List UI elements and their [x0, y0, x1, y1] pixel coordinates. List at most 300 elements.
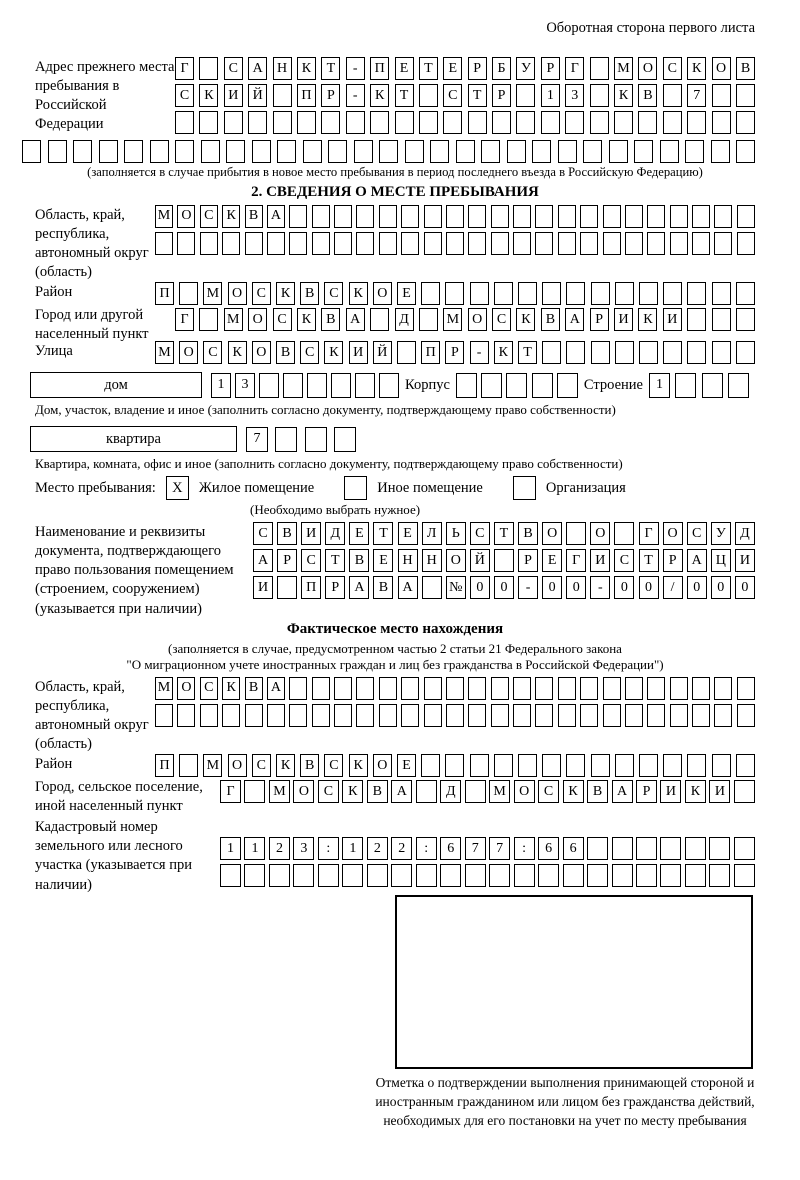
char-cell: В — [300, 282, 319, 305]
char-cell — [590, 57, 609, 80]
char-cell — [612, 837, 633, 860]
char-cell: О — [712, 57, 731, 80]
apartment-note: Квартира, комната, офис и иное (заполнить согласно документу, подтверждающему право собственности) — [35, 456, 623, 471]
char-cell: 1 — [211, 373, 231, 398]
char-cell — [692, 232, 710, 255]
char-cell: : — [318, 837, 339, 860]
char-cell: К — [349, 754, 368, 777]
street-row — [155, 341, 755, 364]
char-cell: Т — [518, 341, 537, 364]
char-cell — [535, 704, 553, 727]
char-cell — [687, 341, 706, 364]
char-cell: Е — [542, 549, 562, 572]
char-cell — [312, 232, 330, 255]
char-cell — [334, 427, 356, 452]
char-cell — [391, 864, 412, 887]
char-cell — [312, 704, 330, 727]
char-cell: М — [155, 205, 173, 228]
char-cell: Р — [325, 576, 345, 599]
cadastral-row-1 — [220, 837, 755, 860]
char-cell — [334, 704, 352, 727]
char-cell: : — [514, 837, 535, 860]
char-cell: К — [685, 780, 706, 803]
section2-title: 2. СВЕДЕНИЯ О МЕСТЕ ПРЕБЫВАНИЯ — [251, 183, 539, 200]
region-field — [35, 205, 755, 283]
char-cell — [590, 84, 609, 107]
char-cell: И — [709, 780, 730, 803]
char-cell — [711, 140, 730, 163]
char-cell — [397, 341, 416, 364]
char-cell — [535, 205, 553, 228]
char-cell: О — [468, 308, 487, 331]
char-cell — [566, 754, 585, 777]
char-cell — [535, 677, 553, 700]
char-cell — [670, 205, 688, 228]
char-cell — [267, 232, 285, 255]
char-cell: 2 — [367, 837, 388, 860]
char-cell: Й — [248, 84, 267, 107]
char-cell: 1 — [244, 837, 265, 860]
apartment-row — [30, 426, 755, 452]
char-cell: А — [565, 308, 584, 331]
char-cell — [660, 837, 681, 860]
char-cell: В — [349, 549, 369, 572]
char-cell — [303, 140, 322, 163]
char-cell: Е — [395, 57, 414, 80]
char-cell — [558, 677, 576, 700]
char-cell — [638, 111, 657, 134]
street-field — [35, 341, 755, 364]
char-cell — [714, 232, 732, 255]
char-cell — [224, 111, 243, 134]
char-cell: С — [324, 754, 343, 777]
char-cell — [591, 282, 610, 305]
char-cell — [401, 232, 419, 255]
char-cell: С — [663, 57, 682, 80]
char-cell: В — [245, 205, 263, 228]
char-cell: О — [446, 549, 466, 572]
char-cell — [356, 205, 374, 228]
char-cell — [587, 864, 608, 887]
char-cell: К — [199, 84, 218, 107]
document-row-3 — [253, 576, 755, 599]
char-cell — [199, 111, 218, 134]
char-cell — [590, 111, 609, 134]
char-cell — [494, 754, 513, 777]
char-cell: О — [638, 57, 657, 80]
char-cell: Р — [321, 84, 340, 107]
cadastral-field — [35, 817, 755, 895]
char-cell: Р — [445, 341, 464, 364]
char-cell: В — [587, 780, 608, 803]
char-cell: О — [248, 308, 267, 331]
char-cell — [712, 308, 731, 331]
char-cell: 1 — [220, 837, 241, 860]
char-cell — [636, 864, 657, 887]
char-cell — [267, 704, 285, 727]
char-cell — [541, 111, 560, 134]
char-cell: Г — [220, 780, 241, 803]
char-cell: 0 — [542, 576, 562, 599]
char-cell: С — [273, 308, 292, 331]
char-cell — [663, 282, 682, 305]
char-cell — [489, 864, 510, 887]
actual-city-row — [220, 780, 755, 803]
char-cell: В — [321, 308, 340, 331]
actual-region-row-2 — [155, 704, 755, 727]
actual-region-field — [35, 677, 755, 755]
char-cell: 6 — [563, 837, 584, 860]
char-cell: О — [179, 341, 198, 364]
char-cell: С — [318, 780, 339, 803]
char-cell — [714, 677, 732, 700]
char-cell — [728, 373, 749, 398]
char-cell — [416, 780, 437, 803]
char-cell: К — [276, 754, 295, 777]
prev-address-row-1 — [175, 57, 755, 80]
char-cell — [675, 373, 696, 398]
char-cell — [401, 677, 419, 700]
char-cell: 0 — [711, 576, 731, 599]
char-cell: М — [443, 308, 462, 331]
char-cell: В — [277, 522, 297, 545]
char-cell: И — [590, 549, 610, 572]
char-cell — [737, 704, 755, 727]
char-cell: И — [349, 341, 368, 364]
char-cell — [199, 308, 218, 331]
char-cell — [220, 864, 241, 887]
char-cell: С — [200, 677, 218, 700]
prev-address-note: (заполняется в случае прибытия в новое место пребывания в период последнего въезда в Российскую Федерацию) — [87, 164, 703, 179]
stroenie-cells — [649, 373, 749, 398]
document-label: Наименование и реквизиты документа, подтверждающего право пользования помещением (строением, сооружением) (указывается при наличии) — [35, 524, 234, 617]
actual-city-field — [35, 777, 755, 815]
char-cell — [334, 232, 352, 255]
char-cell: С — [324, 282, 343, 305]
char-cell — [634, 140, 653, 163]
char-cell: П — [155, 282, 174, 305]
district-field — [35, 282, 755, 305]
char-cell — [625, 232, 643, 255]
char-cell — [615, 282, 634, 305]
char-cell — [244, 864, 265, 887]
char-cell — [538, 864, 559, 887]
char-cell: И — [253, 576, 273, 599]
char-cell — [424, 205, 442, 228]
char-cell — [468, 704, 486, 727]
char-cell — [639, 282, 658, 305]
char-cell — [346, 111, 365, 134]
char-cell: О — [252, 341, 271, 364]
cadastral-label: Кадастровый номер земельного или лесного участка (указывается при наличии) — [35, 819, 192, 893]
char-cell — [481, 373, 502, 398]
char-cell — [625, 677, 643, 700]
char-cell — [201, 140, 220, 163]
document-row-1 — [253, 522, 755, 545]
char-cell — [481, 140, 500, 163]
char-cell — [289, 205, 307, 228]
char-cell — [660, 140, 679, 163]
house-row — [30, 372, 755, 398]
char-cell — [468, 232, 486, 255]
char-cell — [532, 373, 553, 398]
char-cell: 0 — [639, 576, 659, 599]
char-cell — [685, 140, 704, 163]
char-cell — [491, 677, 509, 700]
char-cell — [670, 677, 688, 700]
char-cell — [663, 754, 682, 777]
char-cell — [566, 282, 585, 305]
char-cell — [647, 704, 665, 727]
char-cell — [714, 205, 732, 228]
char-cell: И — [663, 308, 682, 331]
char-cell: Д — [395, 308, 414, 331]
char-cell: И — [224, 84, 243, 107]
char-cell: 3 — [235, 373, 255, 398]
char-cell — [580, 232, 598, 255]
char-cell: В — [373, 576, 393, 599]
char-cell: И — [660, 780, 681, 803]
char-cell — [275, 427, 297, 452]
stay-type-option-residential: Жилое помещение — [198, 479, 315, 496]
char-cell — [277, 576, 297, 599]
char-cell — [734, 864, 755, 887]
char-cell — [603, 677, 621, 700]
char-cell: С — [301, 549, 321, 572]
char-cell — [603, 205, 621, 228]
char-cell — [506, 373, 527, 398]
char-cell: К — [228, 341, 247, 364]
char-cell — [558, 704, 576, 727]
char-cell: К — [516, 308, 535, 331]
char-cell: В — [736, 57, 755, 80]
char-cell: Т — [373, 522, 393, 545]
char-cell: П — [155, 754, 174, 777]
char-cell — [245, 232, 263, 255]
char-cell — [370, 308, 389, 331]
actual-district-field — [35, 754, 755, 777]
char-cell — [370, 111, 389, 134]
char-cell — [491, 232, 509, 255]
char-cell: 2 — [391, 837, 412, 860]
char-cell — [491, 704, 509, 727]
char-cell — [334, 205, 352, 228]
char-cell — [685, 837, 706, 860]
char-cell: Г — [175, 308, 194, 331]
char-cell — [625, 704, 643, 727]
house-number-cells — [211, 373, 399, 398]
char-cell: 3 — [565, 84, 584, 107]
char-cell: 0 — [566, 576, 586, 599]
char-cell — [542, 282, 561, 305]
char-cell — [692, 704, 710, 727]
char-cell — [636, 837, 657, 860]
char-cell — [289, 704, 307, 727]
char-cell: 7 — [489, 837, 510, 860]
char-cell — [687, 282, 706, 305]
char-cell — [424, 677, 442, 700]
char-cell — [419, 308, 438, 331]
char-cell — [244, 780, 265, 803]
char-cell: 1 — [649, 373, 670, 398]
char-cell — [155, 704, 173, 727]
char-cell: К — [349, 282, 368, 305]
char-cell — [445, 282, 464, 305]
char-cell: П — [297, 84, 316, 107]
char-cell — [685, 864, 706, 887]
char-cell — [328, 140, 347, 163]
char-cell — [179, 282, 198, 305]
char-cell: В — [245, 677, 263, 700]
house-note: Дом, участок, владение и иное (заполнить согласно документу, подтверждающему право собственности) — [35, 402, 616, 417]
actual-region-label: Область, край, республика, автономный округ (область) — [35, 678, 149, 752]
char-cell: 6 — [440, 837, 461, 860]
char-cell — [614, 111, 633, 134]
char-cell — [379, 140, 398, 163]
document-row-2 — [253, 549, 755, 572]
char-cell: - — [590, 576, 610, 599]
char-cell — [603, 704, 621, 727]
char-cell — [177, 232, 195, 255]
char-cell — [492, 111, 511, 134]
char-cell: Л — [422, 522, 442, 545]
char-cell: С — [253, 522, 273, 545]
char-cell: С — [687, 522, 707, 545]
char-cell — [663, 111, 682, 134]
char-cell — [737, 205, 755, 228]
char-cell — [354, 140, 373, 163]
char-cell — [565, 111, 584, 134]
char-cell: Е — [373, 549, 393, 572]
city-field — [35, 305, 755, 343]
char-cell — [424, 232, 442, 255]
char-cell — [446, 205, 464, 228]
char-cell — [591, 341, 610, 364]
char-cell: П — [370, 57, 389, 80]
char-cell — [405, 140, 424, 163]
char-cell: В — [276, 341, 295, 364]
char-cell: А — [253, 549, 273, 572]
char-cell: В — [541, 308, 560, 331]
char-cell: А — [267, 677, 285, 700]
char-cell — [513, 704, 531, 727]
char-cell: А — [267, 205, 285, 228]
char-cell — [22, 140, 41, 163]
actual-location-note-2: "О миграционном учете иностранных граждан и лиц без гражданства в Российской Федерации") — [126, 656, 664, 672]
char-cell — [73, 140, 92, 163]
char-cell — [321, 111, 340, 134]
char-cell: О — [177, 677, 195, 700]
char-cell — [513, 677, 531, 700]
char-cell — [737, 677, 755, 700]
char-cell — [456, 140, 475, 163]
char-cell: Р — [636, 780, 657, 803]
char-cell — [445, 754, 464, 777]
street-label: Улица — [35, 343, 73, 359]
char-cell — [468, 677, 486, 700]
char-cell — [248, 111, 267, 134]
char-cell — [331, 373, 351, 398]
stay-type-checkbox-residential: X — [166, 476, 189, 500]
prev-address-row-2 — [175, 84, 755, 107]
char-cell: Р — [541, 57, 560, 80]
char-cell — [736, 282, 755, 305]
char-cell: К — [276, 282, 295, 305]
document-field — [35, 522, 755, 619]
char-cell: А — [391, 780, 412, 803]
char-cell — [712, 111, 731, 134]
char-cell — [421, 282, 440, 305]
actual-district-label: Район — [35, 756, 73, 773]
char-cell — [99, 140, 118, 163]
char-cell: С — [538, 780, 559, 803]
char-cell — [712, 84, 731, 107]
char-cell — [609, 140, 628, 163]
char-cell — [419, 84, 438, 107]
char-cell — [514, 864, 535, 887]
char-cell — [273, 111, 292, 134]
char-cell: Т — [494, 522, 514, 545]
char-cell — [48, 140, 67, 163]
char-cell — [395, 111, 414, 134]
char-cell — [736, 84, 755, 107]
char-cell: Т — [639, 549, 659, 572]
actual-district-row — [155, 754, 755, 777]
char-cell: 6 — [538, 837, 559, 860]
apartment-box: квартира — [30, 426, 237, 452]
char-cell — [446, 677, 464, 700]
stay-type-note: (Необходимо выбрать нужное) — [250, 502, 421, 517]
char-cell: В — [300, 754, 319, 777]
char-cell: Ц — [711, 549, 731, 572]
stay-type-label: Место пребывания: — [35, 479, 156, 496]
char-cell: 7 — [687, 84, 706, 107]
char-cell: : — [416, 837, 437, 860]
char-cell: М — [155, 341, 174, 364]
char-cell — [532, 140, 551, 163]
cadastral-row-2 — [220, 864, 755, 887]
char-cell: С — [224, 57, 243, 80]
char-cell: 1 — [541, 84, 560, 107]
char-cell — [687, 111, 706, 134]
char-cell — [660, 864, 681, 887]
char-cell — [289, 232, 307, 255]
char-cell — [379, 704, 397, 727]
char-cell: К — [342, 780, 363, 803]
actual-location-title: Фактическое место нахождения — [286, 620, 504, 637]
char-cell: К — [614, 84, 633, 107]
char-cell — [491, 205, 509, 228]
char-cell: П — [421, 341, 440, 364]
char-cell: Й — [470, 549, 490, 572]
stay-type-option-organization: Организация — [545, 479, 626, 496]
char-cell — [518, 282, 537, 305]
char-cell: О — [663, 522, 683, 545]
city-row — [175, 308, 755, 331]
char-cell — [379, 205, 397, 228]
char-cell — [647, 205, 665, 228]
char-cell: Д — [735, 522, 755, 545]
char-cell: М — [614, 57, 633, 80]
char-cell: У — [516, 57, 535, 80]
char-cell — [470, 282, 489, 305]
char-cell — [692, 677, 710, 700]
char-cell: - — [346, 84, 365, 107]
char-cell: С — [252, 282, 271, 305]
char-cell: С — [175, 84, 194, 107]
char-cell — [542, 341, 561, 364]
char-cell — [297, 111, 316, 134]
